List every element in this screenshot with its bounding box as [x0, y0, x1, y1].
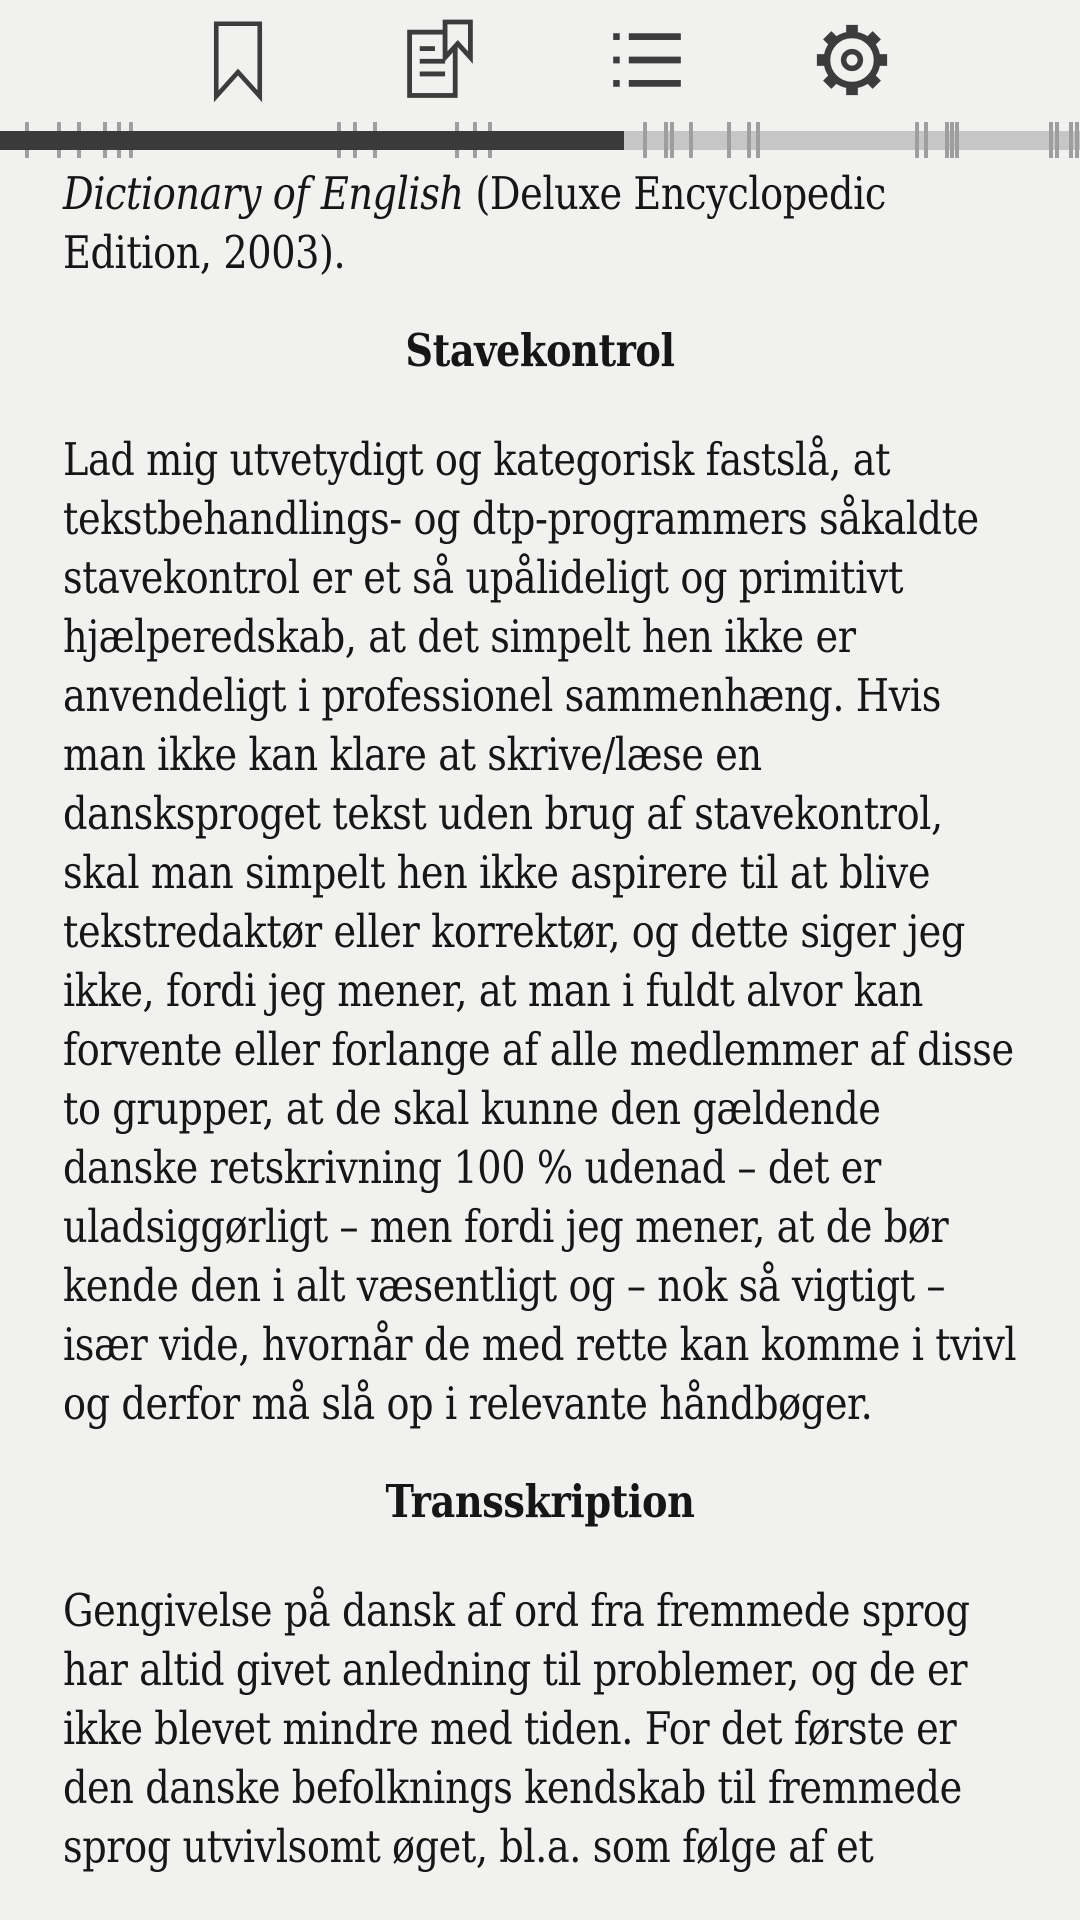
bookmark-button[interactable]	[200, 12, 276, 108]
chapter-tick	[689, 122, 693, 158]
gear-icon	[813, 21, 891, 99]
chapter-tick	[1075, 122, 1079, 158]
chapter-tick	[664, 122, 668, 158]
bullet-list-icon	[608, 26, 686, 94]
annotations-button[interactable]	[402, 12, 478, 108]
chapter-tick	[915, 122, 919, 158]
chapter-tick	[643, 122, 647, 158]
chapter-tick	[955, 122, 959, 158]
chapter-tick	[1069, 122, 1073, 158]
chapter-tick	[1049, 122, 1053, 158]
section-heading-stavekontrol: Stavekontrol	[405, 324, 675, 377]
book-page	[0, 160, 1080, 1876]
notes-bookmark-icon	[402, 16, 478, 104]
citation-rest: (Deluxe Encyclopedic Edition, 2003).	[63, 167, 886, 279]
section-heading-transskription: Transskription	[385, 1475, 695, 1528]
reader-toolbar	[0, 0, 1080, 120]
chapter-tick	[747, 122, 751, 158]
chapter-tick	[924, 122, 928, 158]
progress-fill	[0, 131, 624, 150]
table-of-contents-button[interactable]	[609, 12, 685, 108]
paragraph-citation	[63, 164, 1017, 282]
paragraph-stavekontrol: Lad mig utvetydigt og kategorisk fastslå, at tekstbehandlings- og dtp-programmers såkaldte stavekontrol er et så upålideligt og primitivt hjælperedskab, at det simpelt hen ikke er anvendeligt i professionel sammenhæng. Hvis man ikke kan klare at skrive/læse en dansksproget tekst uden brug af stavekontrol, skal man simpelt hen ikke aspirere til at blive tekstredaktør eller korrektør, og dette siger jeg ikke, fordi jeg mener, at man i fuldt alvor kan forvente eller forlange af alle medlemmer af disse to grupper, at de skal kunne den gældende danske retskrivning 100 % udenad – det er uladsiggørligt – men fordi jeg mener, at de bør kende den i alt væsentligt og – nok så vigtigt – især vide, hvornår de med rette kan komme i tvivl og derfor må slå op i relevante håndbøger.	[63, 433, 1017, 1430]
chapter-tick	[670, 122, 674, 158]
reading-progress-bar[interactable]	[0, 120, 1080, 160]
chapter-tick	[756, 122, 760, 158]
chapter-tick	[727, 122, 731, 158]
citation-italic-title: Dictionary of English	[63, 167, 464, 220]
chapter-tick	[945, 122, 949, 158]
paragraph-transskription: Gengivelse på dansk af ord fra fremmede sprog har altid givet anledning til problemer, og de er ikke blevet mindre med tiden. For det første er den danske befolknings kendskab til fremmede sprog utvivlsomt øget, bl.a. som følge af et	[63, 1584, 970, 1873]
settings-button[interactable]	[814, 12, 890, 108]
bookmark-icon	[209, 18, 267, 102]
chapter-tick	[1055, 122, 1059, 158]
